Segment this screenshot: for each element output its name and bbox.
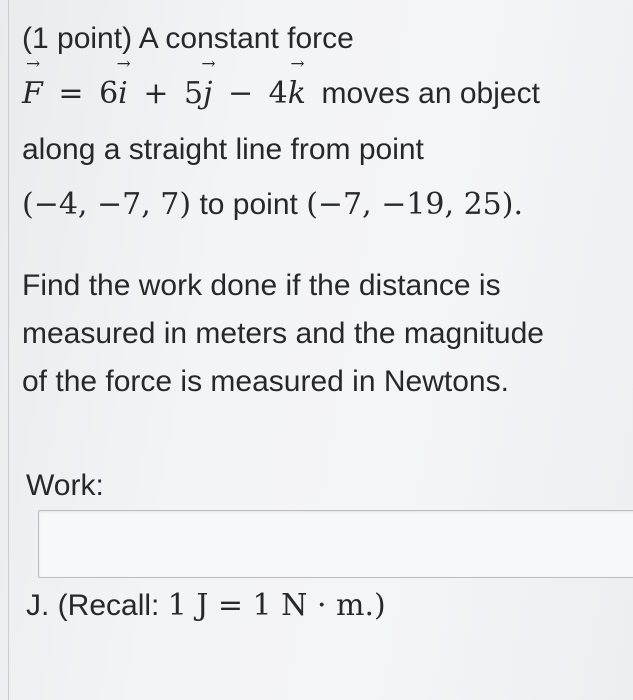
i-coefficient: 6 xyxy=(99,76,119,111)
j-unit-vector: → j xyxy=(203,70,212,118)
recall-line xyxy=(26,582,386,630)
question-line-1: Find the work done if the distance is xyxy=(22,269,501,302)
problem-line-3: along a straight line from point xyxy=(22,133,424,166)
i-unit-vector: → i xyxy=(118,70,128,118)
force-tail-text: moves an object xyxy=(321,77,540,110)
answer-input[interactable] xyxy=(38,510,633,578)
problem-points-line xyxy=(22,181,627,229)
k-coefficient: 4 xyxy=(268,76,288,111)
force-symbol: → F xyxy=(22,70,43,118)
work-label: Work: xyxy=(26,469,104,502)
point-from: (−4, −7, 7) xyxy=(22,187,192,222)
recall-prefix: J. (Recall: xyxy=(26,589,160,622)
minus-sign: − xyxy=(227,76,254,111)
question-line-3: of the force is measured in Newtons. xyxy=(22,365,509,398)
point-to: (−7, −19, 25). xyxy=(306,187,523,222)
force-equation xyxy=(22,70,627,118)
to-point-text: to point xyxy=(199,188,298,221)
equals-sign: = xyxy=(58,76,84,111)
question-line-2: measured in meters and the magnitude xyxy=(22,317,544,350)
plus-sign: + xyxy=(143,76,169,111)
problem-intro: (1 point) A constant force xyxy=(22,22,354,55)
recall-formula: 1 J = 1 N · m.) xyxy=(167,588,386,623)
k-unit-vector: → k xyxy=(288,70,306,118)
force-expression xyxy=(22,76,315,111)
j-coefficient: 5 xyxy=(184,76,204,111)
